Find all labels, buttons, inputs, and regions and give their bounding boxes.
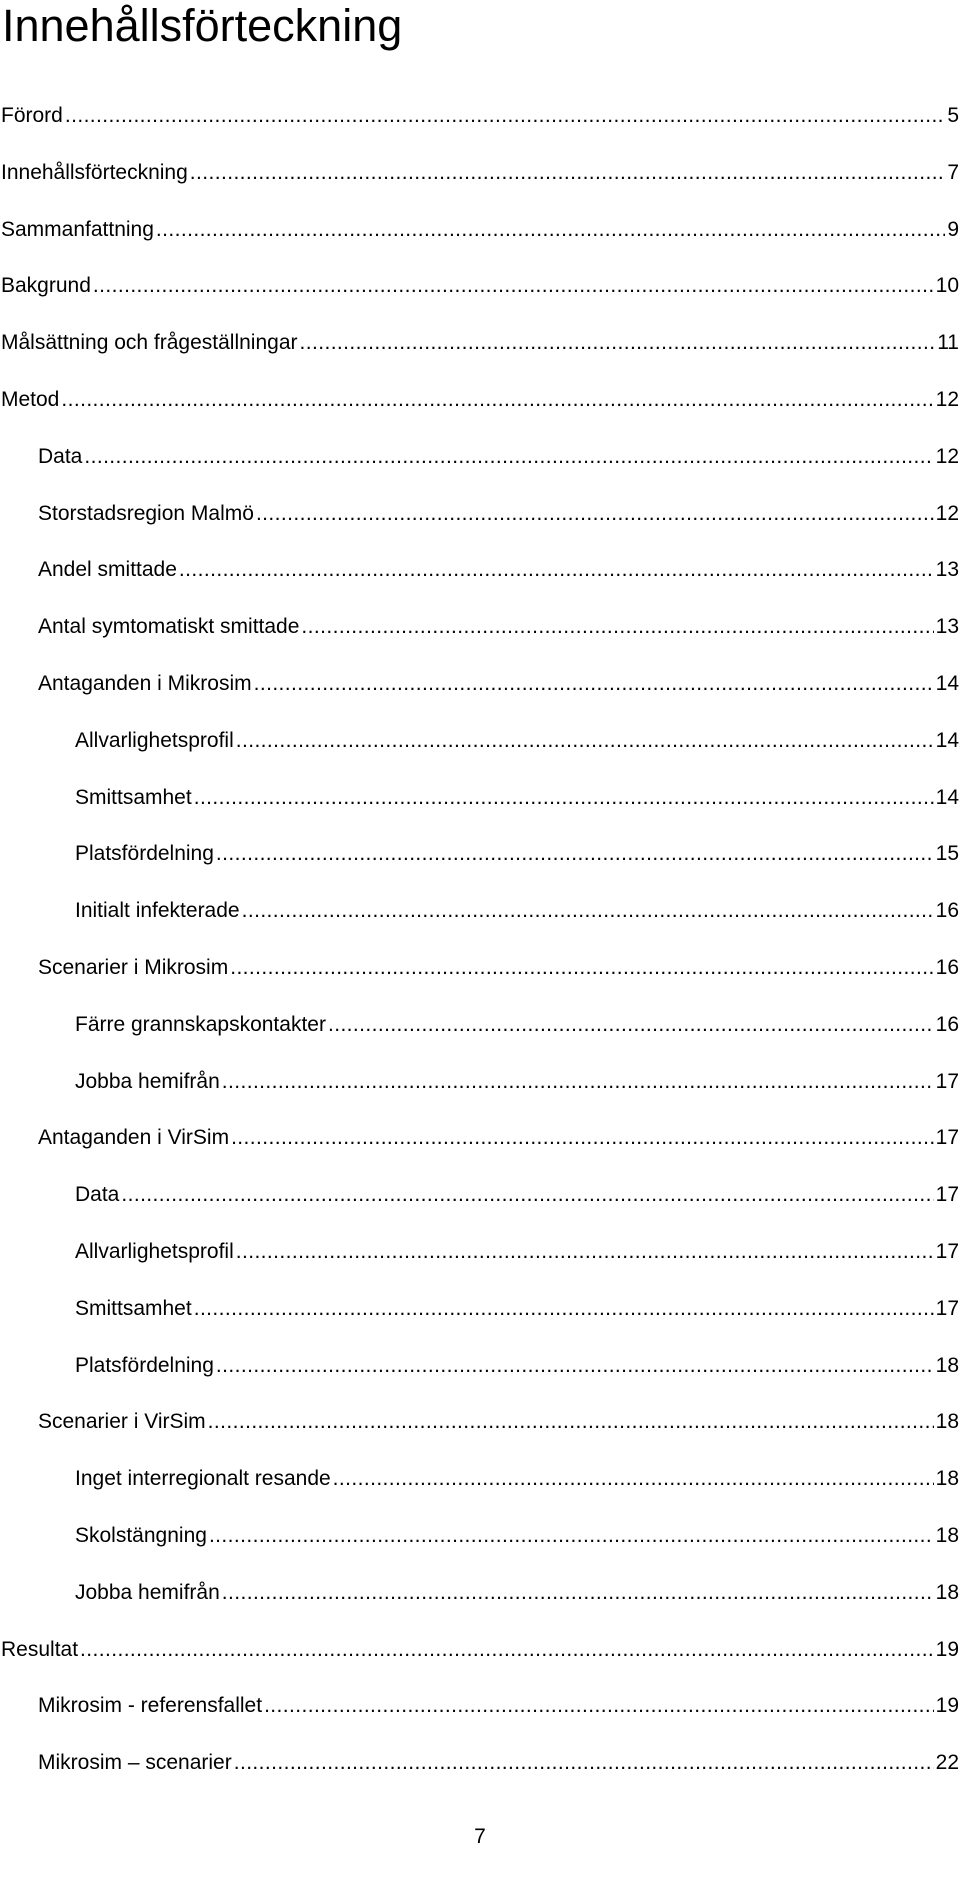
dot-leader [234, 1748, 934, 1778]
toc-entry-label: Data [38, 444, 83, 468]
toc-entry-label: Scenarier i VirSim [38, 1410, 206, 1434]
dot-leader [301, 612, 933, 642]
dot-leader [209, 1521, 934, 1551]
toc-entry-page: 15 [935, 842, 959, 866]
toc-entry[interactable] [75, 1237, 959, 1267]
dot-leader [216, 1351, 934, 1381]
toc-entry-page: 19 [935, 1694, 959, 1718]
toc-entry[interactable] [75, 1010, 959, 1040]
toc-entry-page: 9 [947, 217, 959, 241]
toc-entry-page: 11 [937, 331, 959, 355]
toc-entry[interactable] [38, 669, 959, 699]
dot-leader [236, 726, 934, 756]
toc-entry[interactable] [1, 158, 959, 188]
toc-entry[interactable] [38, 555, 959, 585]
toc-entry[interactable] [75, 1464, 959, 1494]
toc-entry[interactable] [38, 1748, 959, 1778]
dot-leader [61, 385, 933, 415]
toc-entry[interactable] [75, 1351, 959, 1381]
toc-entry-page: 18 [935, 1580, 959, 1604]
toc-entry-label: Platsfördelning [75, 1353, 214, 1377]
toc-entry-label: Antaganden i VirSim [38, 1126, 230, 1150]
toc-entry-page: 16 [935, 899, 959, 923]
toc-entry[interactable] [75, 783, 959, 813]
dot-leader [84, 442, 933, 472]
toc-entry-label: Data [75, 1183, 120, 1207]
toc-entry[interactable] [75, 1067, 959, 1097]
toc-entry-page: 17 [935, 1240, 959, 1263]
page-number: 7 [474, 1825, 486, 1848]
toc-entry-label: Förord [1, 104, 63, 127]
toc-entry-page: 14 [935, 785, 959, 809]
toc-entry-label: Resultat [1, 1637, 79, 1661]
dot-leader [222, 1067, 934, 1097]
toc-entry-page: 17 [935, 1183, 959, 1207]
toc-entry-page: 18 [935, 1524, 959, 1547]
toc-entry[interactable] [38, 953, 959, 983]
dot-leader [236, 1237, 934, 1267]
dot-leader [208, 1407, 934, 1437]
toc-entry-page: 14 [935, 728, 959, 752]
toc-entry-page: 13 [935, 558, 959, 582]
toc-entry-page: 18 [935, 1353, 959, 1377]
toc-entry-page: 12 [935, 501, 959, 525]
toc-entry-label: Smittsamhet [75, 1296, 192, 1320]
dot-leader [256, 499, 934, 529]
toc-entry-label: Storstadsregion Malmö [38, 501, 254, 525]
toc-entry-page: 14 [935, 672, 959, 695]
toc-entry-label: Målsättning och frågeställningar [1, 331, 298, 355]
toc-entry-page: 7 [947, 160, 959, 184]
toc-entry-label: Scenarier i Mikrosim [38, 956, 229, 979]
dot-leader [231, 1123, 934, 1153]
dot-leader [328, 1010, 934, 1040]
toc-entry-page: 12 [935, 388, 959, 411]
toc-entry-page: 18 [935, 1410, 959, 1434]
toc-entry-page: 13 [935, 615, 959, 639]
dot-leader [333, 1464, 934, 1494]
dot-leader [254, 669, 934, 699]
dot-leader [264, 1691, 934, 1721]
dot-leader [242, 896, 934, 926]
toc-entry[interactable] [38, 1407, 959, 1437]
toc-entry-label: Färre grannskapskontakter [75, 1012, 326, 1036]
toc-entry[interactable] [75, 896, 959, 926]
dot-leader [190, 158, 946, 188]
toc-entry-page: 17 [935, 1296, 959, 1320]
toc-entry-label: Platsfördelning [75, 842, 214, 866]
dot-leader [222, 1578, 934, 1608]
toc-entry[interactable] [75, 1294, 959, 1324]
toc-entry-page: 17 [935, 1126, 959, 1150]
toc-entry-label: Allvarlighetsprofil [75, 1240, 234, 1263]
toc-entry-page: 5 [947, 104, 959, 127]
toc-entry-page: 10 [935, 274, 959, 298]
toc-entry[interactable] [38, 1691, 959, 1721]
toc-entry-page: 12 [935, 444, 959, 468]
dot-leader [300, 328, 936, 358]
dot-leader [65, 101, 945, 131]
toc-entry-label: Jobba hemifrån [75, 1069, 220, 1093]
toc-entry-page: 19 [935, 1637, 959, 1661]
toc-entry-label: Bakgrund [1, 274, 91, 298]
toc-entry[interactable] [75, 839, 959, 869]
toc-entry[interactable] [1, 385, 959, 415]
toc-entry-page: 16 [935, 1012, 959, 1036]
toc-entry-label: Smittsamhet [75, 785, 192, 809]
dot-leader [230, 953, 933, 983]
toc-entry-label: Allvarlighetsprofil [75, 728, 234, 752]
dot-leader [194, 783, 934, 813]
toc-entry-label: Mikrosim – scenarier [38, 1751, 232, 1775]
toc-entry[interactable] [75, 726, 959, 756]
dot-leader [121, 1180, 933, 1210]
toc-entry-label: Andel smittade [38, 558, 177, 582]
toc-entry[interactable] [38, 1123, 959, 1153]
toc-entry-page: 22 [935, 1751, 959, 1775]
page-title: Innehållsförteckning [2, 0, 403, 51]
dot-leader [80, 1635, 934, 1665]
toc-entry[interactable] [1, 271, 959, 301]
dot-leader [216, 839, 934, 869]
toc-entry-label: Sammanfattning [1, 217, 154, 241]
toc-entry[interactable] [1, 101, 959, 131]
toc-entry[interactable] [75, 1180, 959, 1210]
dot-leader [179, 555, 934, 585]
toc-entry-page: 18 [935, 1467, 959, 1491]
toc-entry-page: 17 [935, 1069, 959, 1093]
toc-entry[interactable] [1, 328, 959, 358]
toc-entry[interactable] [1, 1635, 959, 1665]
toc-entry-label: Metod [1, 388, 60, 411]
dot-leader [93, 271, 934, 301]
toc-entry-label: Antaganden i Mikrosim [38, 672, 252, 695]
toc-entry-label: Mikrosim - referensfallet [38, 1694, 263, 1718]
dot-leader [194, 1294, 934, 1324]
toc-entry-label: Initialt infekterade [75, 899, 240, 923]
toc-entry-label: Inget interregionalt resande [75, 1467, 331, 1491]
toc-entry[interactable] [38, 612, 959, 642]
toc-entry-label: Jobba hemifrån [75, 1580, 220, 1604]
toc-entry-label: Skolstängning [75, 1524, 207, 1547]
toc-entry[interactable] [75, 1521, 959, 1551]
toc-entry-label: Innehållsförteckning [1, 160, 188, 184]
toc-entry-label: Antal symtomatiskt smittade [38, 615, 300, 639]
toc-entry[interactable] [38, 499, 959, 529]
toc-entry[interactable] [38, 442, 959, 472]
toc-entry-page: 16 [935, 956, 959, 979]
toc-entry[interactable] [75, 1578, 959, 1608]
dot-leader [156, 215, 945, 245]
toc-entry[interactable] [1, 215, 959, 245]
